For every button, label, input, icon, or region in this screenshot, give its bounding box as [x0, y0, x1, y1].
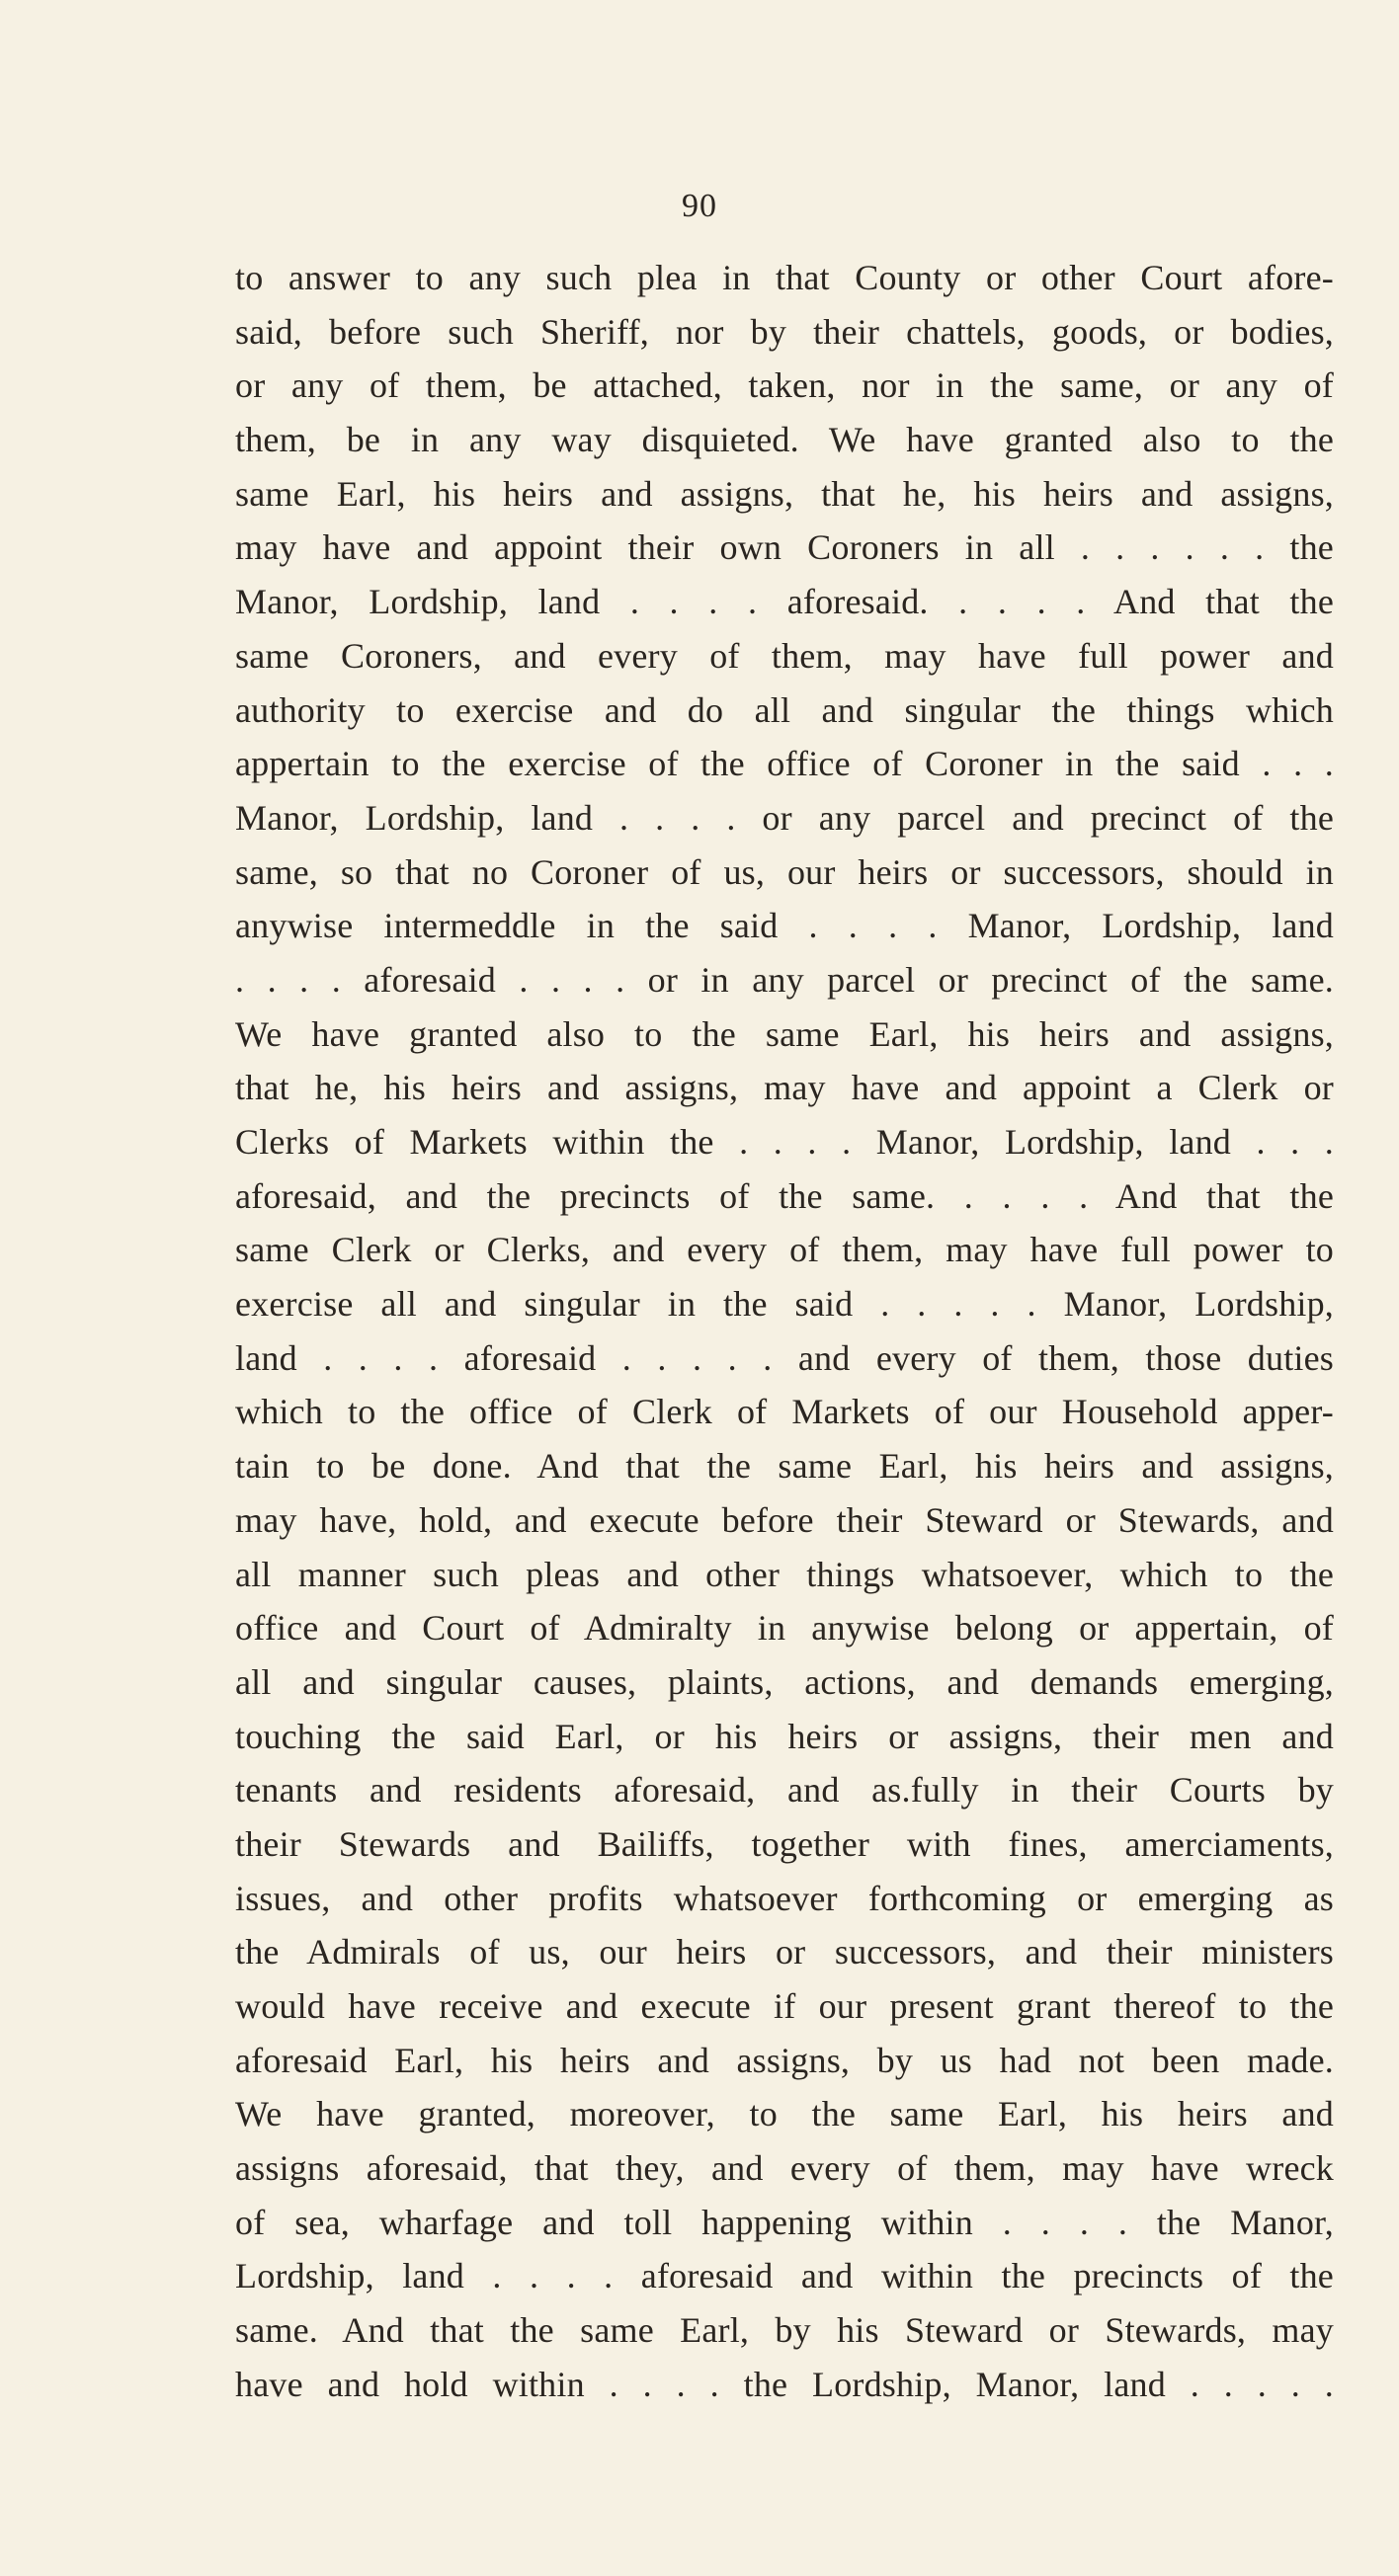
text-line: which to the office of Clerk of Markets of our Household apper-	[235, 1392, 1334, 1432]
text-line: We have granted also to the same Earl, his heirs and assigns,	[235, 1013, 1334, 1054]
text-line: that he, his heirs and assigns, may have and appoint a Clerk or	[235, 1068, 1334, 1108]
text-line: office and Court of Admiralty in anywise belong or appertain, of	[235, 1608, 1334, 1649]
text-line: to answer to any such plea in that County or other Court afore-	[235, 258, 1334, 297]
text-line: same, so that no Coroner of us, our heirs or successors, should in	[235, 851, 1334, 892]
text-line: the Admirals of us, our heirs or successors, and their ministers	[235, 1932, 1334, 1972]
text-line: all and singular causes, plaints, actions, and demands emerging,	[235, 1661, 1334, 1702]
text-line: may have, hold, and execute before their Steward or Stewards, and	[235, 1499, 1334, 1540]
text-line: issues, and other profits whatsoever forthcoming or emerging as	[235, 1878, 1334, 1918]
text-line: Clerks of Markets within the . . . . Manor, Lordship, land . . .	[235, 1122, 1334, 1162]
text-line: anywise intermeddle in the said . . . . Manor, Lordship, land	[235, 906, 1334, 946]
text-line: same Clerk or Clerks, and every of them, may have full power to	[235, 1230, 1334, 1270]
text-line: appertain to the exercise of the office of Coroner in the said . . .	[235, 744, 1334, 784]
text-line: their Stewards and Bailiffs, together with fines, amerciaments,	[235, 1823, 1334, 1864]
text-line: same. And that the same Earl, by his Steward or Stewards, may	[235, 2310, 1334, 2351]
text-line: authority to exercise and do all and singular the things which	[235, 689, 1334, 730]
text-line: exercise all and singular in the said . . . . . Manor, Lordship,	[235, 1284, 1334, 1325]
text-line: Manor, Lordship, land . . . . or any parcel and precinct of the	[235, 797, 1334, 838]
text-line: Lordship, land . . . . aforesaid and within the precincts of the	[235, 2256, 1334, 2296]
text-line: have and hold within . . . . the Lordship, Manor, land . . . . .	[235, 2364, 1334, 2404]
page-number: 90	[682, 188, 717, 224]
text-line: them, be in any way disquieted. We have granted also to the	[235, 420, 1334, 460]
text-line: We have granted, moreover, to the same Earl, his heirs and	[235, 2094, 1334, 2134]
body-text	[235, 251, 1334, 2412]
text-line: . . . . aforesaid . . . . or in any parcel or precinct of the same.	[235, 959, 1334, 1000]
text-line: may have and appoint their own Coroners in all . . . . . . the	[235, 527, 1334, 568]
text-line: touching the said Earl, or his heirs or assigns, their men and	[235, 1716, 1334, 1756]
text-line: aforesaid, and the precincts of the same. . . . . And that the	[235, 1175, 1334, 1216]
text-line: of sea, wharfage and toll happening within . . . . the Manor,	[235, 2202, 1334, 2242]
text-line: assigns aforesaid, that they, and every of them, may have wreck	[235, 2148, 1334, 2189]
text-line: Manor, Lordship, land . . . . aforesaid. . . . . And that the	[235, 582, 1334, 622]
text-line: all manner such pleas and other things whatsoever, which to the	[235, 1554, 1334, 1594]
text-line: tain to be done. And that the same Earl, his heirs and assigns,	[235, 1446, 1334, 1487]
text-line: said, before such Sheriff, nor by their chattels, goods, or bodies,	[235, 311, 1334, 352]
text-line: tenants and residents aforesaid, and as.fully in their Courts by	[235, 1770, 1334, 1811]
text-line: would have receive and execute if our present grant thereof to the	[235, 1986, 1334, 2026]
text-line: or any of them, be attached, taken, nor in the same, or any of	[235, 365, 1334, 406]
text-line: aforesaid Earl, his heirs and assigns, by us had not been made.	[235, 2040, 1334, 2080]
text-line: same Coroners, and every of them, may have full power and	[235, 635, 1334, 676]
text-line: same Earl, his heirs and assigns, that he, his heirs and assigns,	[235, 473, 1334, 514]
text-line: land . . . . aforesaid . . . . . and every of them, those duties	[235, 1337, 1334, 1378]
